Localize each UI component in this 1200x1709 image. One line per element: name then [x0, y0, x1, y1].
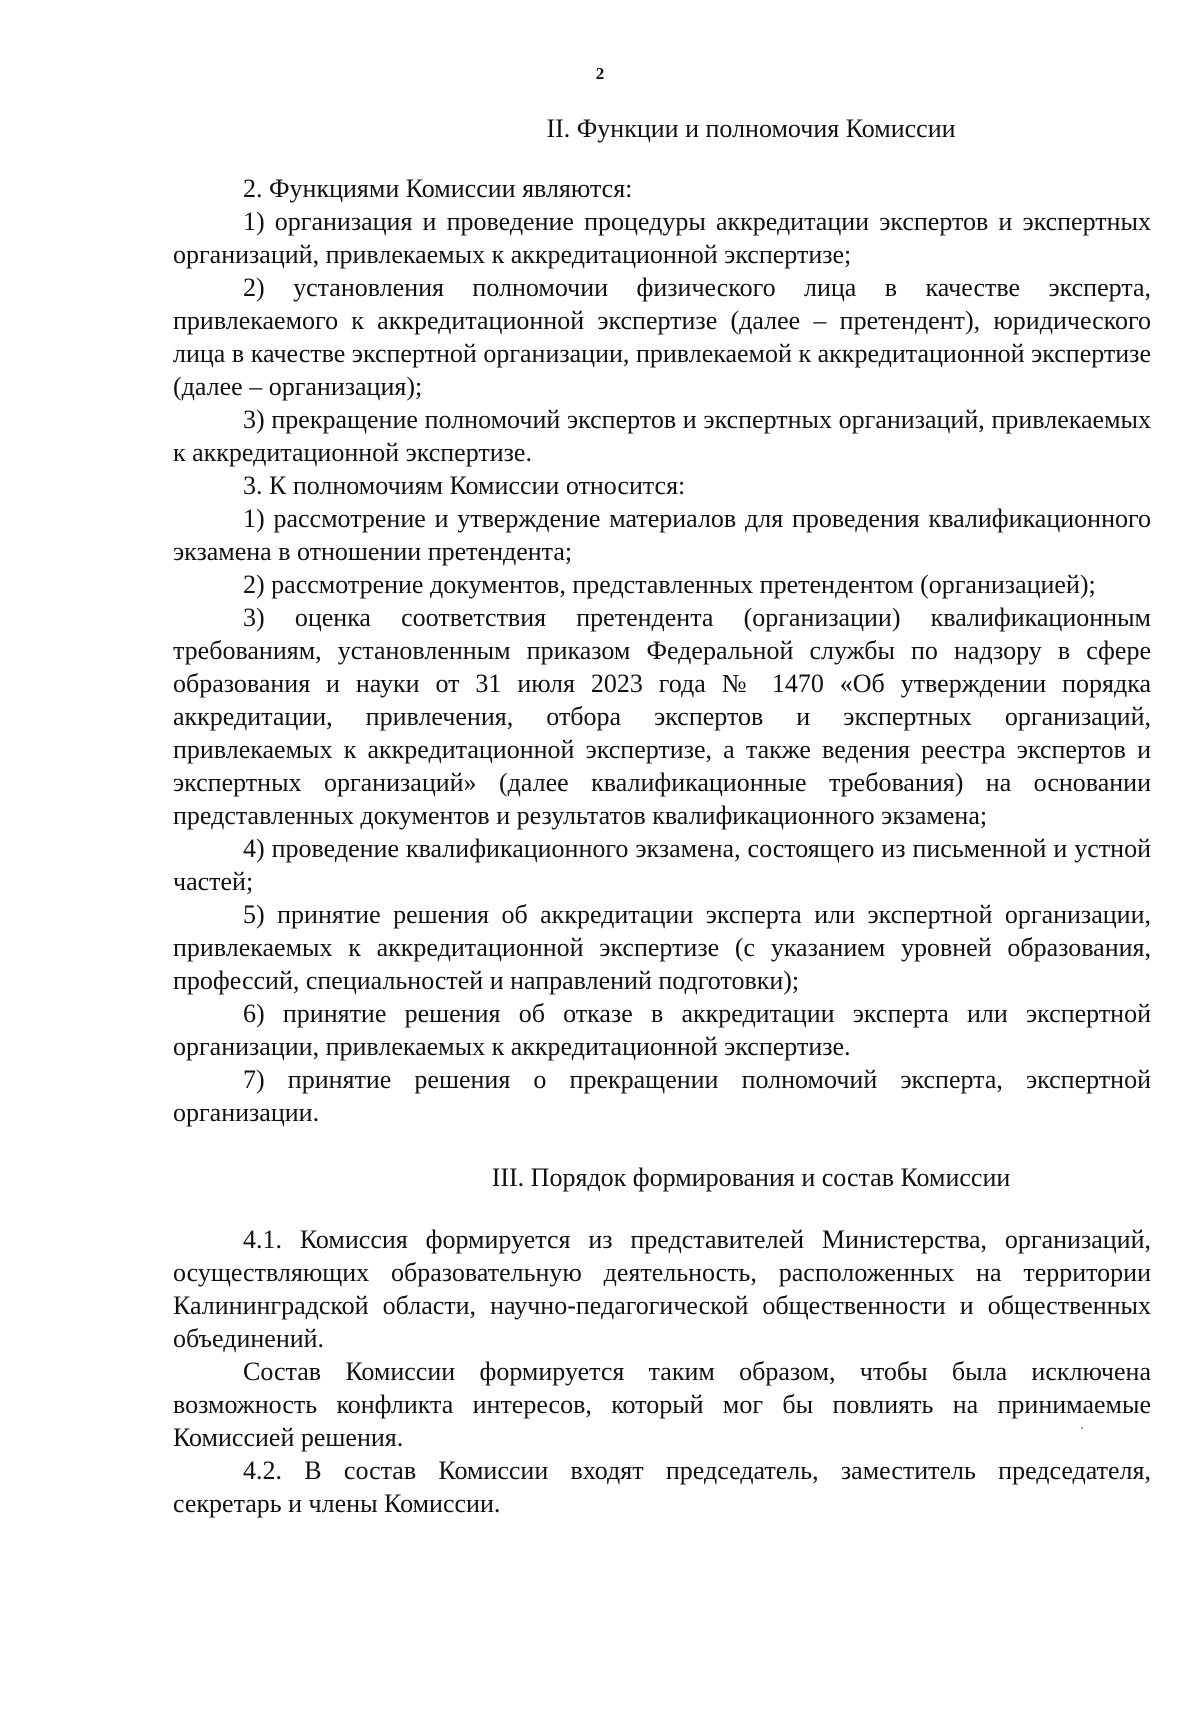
- section-2-heading: II. Функции и полномочия Комиссии: [546, 114, 956, 143]
- paragraph-power-6: 6) принятие решения об отказе в аккредитации эксперта или экспертной организации, привлекаемых к аккредитационной экспертизе.: [173, 999, 1151, 1061]
- paragraph-function-3: 3) прекращение полномочий экспертов и экспертных организаций, привлекаемых к аккредитационной экспертизе.: [173, 405, 1151, 467]
- paragraph-powers-intro: 3. К полномочиям Комиссии относится:: [243, 471, 686, 500]
- paragraph-functions-intro: 2. Функциями Комиссии являются:: [243, 174, 633, 203]
- page-number: 2: [595, 64, 605, 83]
- document-body: [173, 112, 1151, 1520]
- paragraph-power-2: 2) рассмотрение документов, представленных претендентом (организацией);: [243, 570, 1096, 599]
- paragraph-function-2: 2) установления полномочии физического лица в качестве эксперта, привлекаемого к аккредитационной экспертизе (далее – претендент), юридического лица в качестве экспертной организации, привлекаемой к аккредитационной экспертизе (далее – организация);: [173, 273, 1151, 401]
- paragraph-function-1: 1) организация и проведение процедуры аккредитации экспертов и экспертных организаций, привлекаемых к аккредитационной экспертизе;: [173, 207, 1151, 269]
- paragraph-power-5: 5) принятие решения об аккредитации эксперта или экспертной организации, привлекаемых к аккредитационной экспертизе (с указанием уровней образования, профессий, специальностей и направлений подготовки);: [173, 900, 1151, 995]
- scan-speck: [1081, 1427, 1083, 1429]
- paragraph-power-4: 4) проведение квалификационного экзамена, состоящего из письменной и устной частей;: [173, 834, 1151, 896]
- paragraph-power-3: 3) оценка соответствия претендента (организации) квалификационным требованиям, установленным приказом Федеральной службы по надзору в сфере образования и науки от 31 июля 2023 года № 1470 «Об утверждении порядка аккредитации, привлечения, отбора экспертов и экспертных организаций, привлекаемых к аккредитационной экспертизе, а также ведения реестра экспертов и экспертных организаций» (далее квалификационные требования) на основании представленных документов и результатов квалификационного экзамена;: [173, 603, 1151, 830]
- paragraph-power-1: 1) рассмотрение и утверждение материалов для проведения квалификационного экзамена в отношении претендента;: [173, 504, 1151, 566]
- paragraph-composition-conflict: Состав Комиссии формируется таким образом, чтобы была исключена возможность конфликта интересов, который мог бы повлиять на принимаемые Комиссией решения.: [173, 1357, 1151, 1452]
- paragraph-composition-4-2: 4.2. В состав Комиссии входят председатель, заместитель председателя, секретарь и члены Комиссии.: [173, 1456, 1151, 1518]
- paragraph-power-7: 7) принятие решения о прекращении полномочий эксперта, экспертной организации.: [173, 1065, 1151, 1127]
- section-3-heading: III. Порядок формирования и состав Комиссии: [491, 1163, 1011, 1192]
- paragraph-composition-4-1: 4.1. Комиссия формируется из представителей Министерства, организаций, осуществляющих образовательную деятельность, расположенных на территории Калининградской области, научно-педагогической общественности и общественных объединений.: [173, 1225, 1151, 1353]
